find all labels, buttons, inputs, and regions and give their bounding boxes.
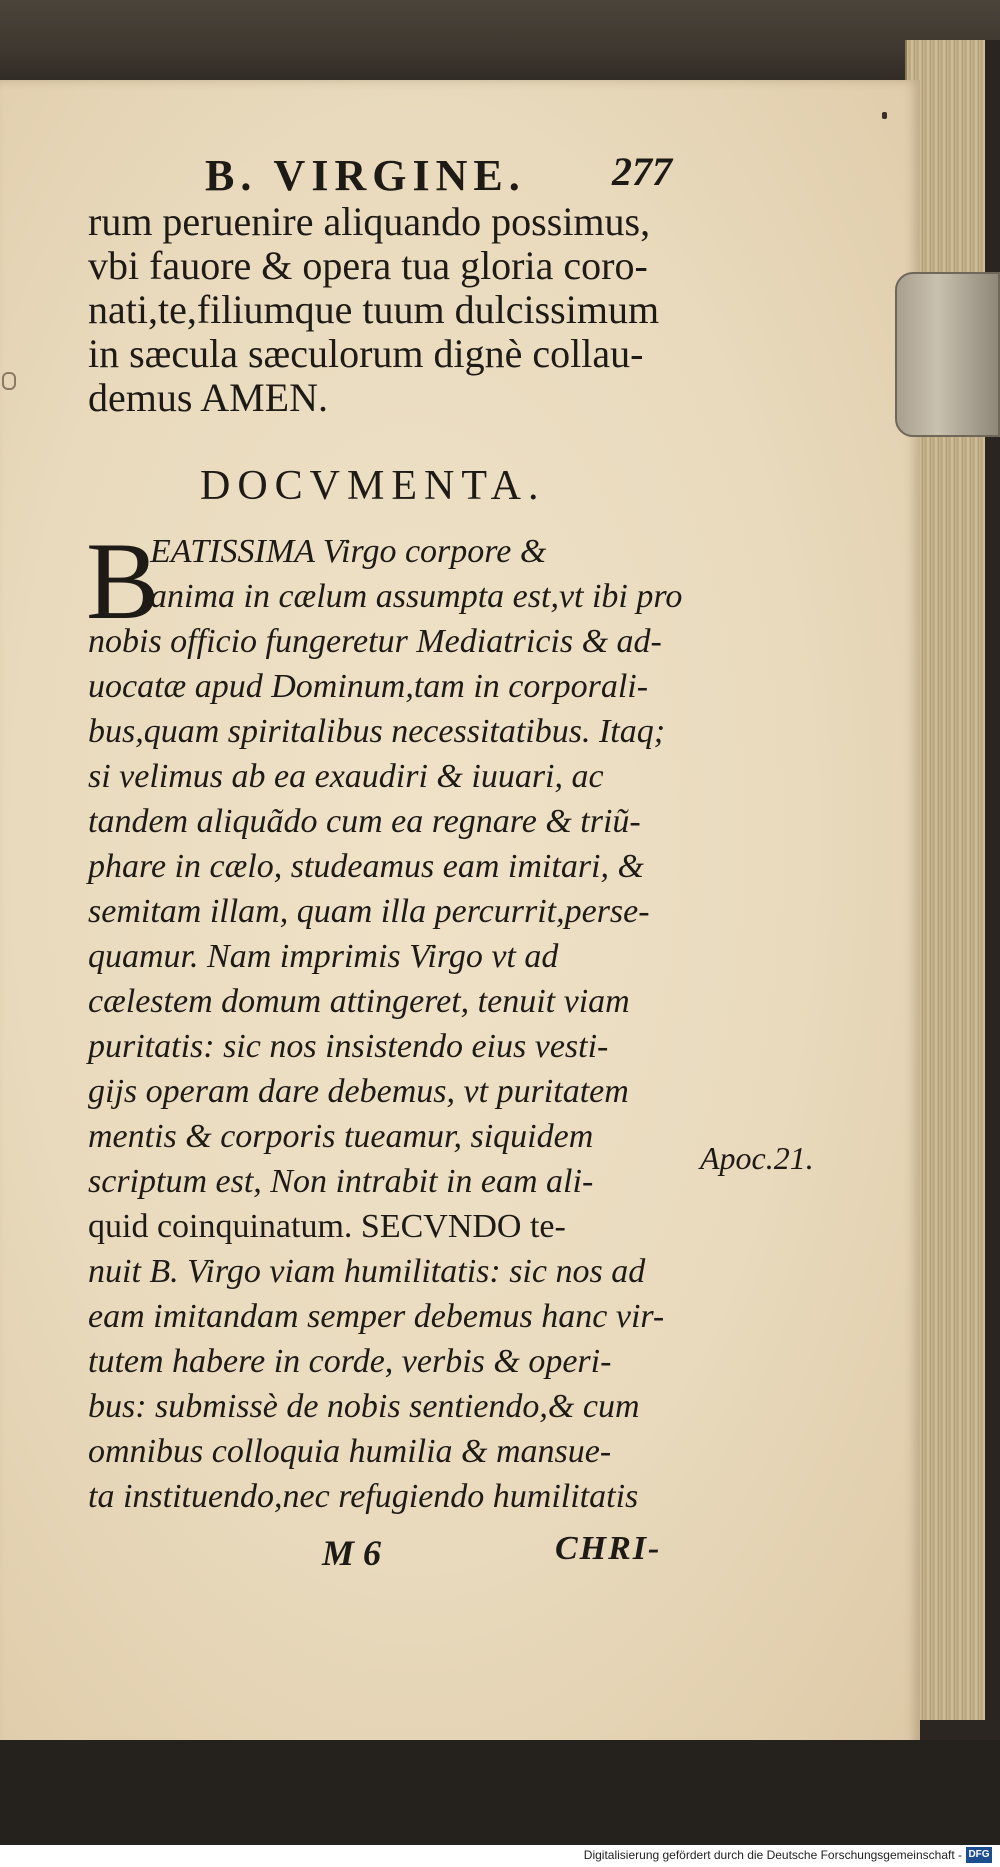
body-line: cælestem domum attingeret, tenuit viam bbox=[88, 983, 630, 1020]
body-line: anima in cælum assumpta est,vt ibi pro bbox=[150, 578, 683, 615]
drop-capital: B bbox=[86, 520, 160, 642]
body-line: quid coinquinatum. SECVNDO te- bbox=[88, 1208, 566, 1245]
section-title: DOCVMENTA. bbox=[200, 463, 546, 509]
body-line: nobis officio fungeretur Mediatricis & ad- bbox=[88, 623, 662, 660]
page-number: 277 bbox=[612, 149, 672, 194]
body-line: si velimus ab ea exaudiri & iuuari, ac bbox=[88, 758, 604, 795]
binding-hole-mark bbox=[2, 372, 16, 390]
body-line: omnibus colloquia humilia & mansue- bbox=[88, 1433, 612, 1470]
body-line: bus,quam spiritalibus necessitatibus. Itaq; bbox=[88, 713, 666, 750]
running-title: B. VIRGINE. bbox=[205, 151, 526, 200]
body-line: semitam illam, quam illa percurrit,perse- bbox=[88, 893, 650, 930]
ink-mark bbox=[882, 112, 887, 119]
body-line: tandem aliquãdo cum ea regnare & triũ- bbox=[88, 803, 641, 840]
body-line: gijs operam dare debemus, vt puritatem bbox=[88, 1073, 629, 1110]
prayer-line: rum peruenire aliquando possimus, bbox=[88, 199, 651, 244]
dfg-logo: DFG bbox=[966, 1847, 992, 1863]
prayer-line: vbi fauore & opera tua gloria coro- bbox=[88, 243, 648, 288]
footer-credit: Digitalisierung gefördert durch die Deutsche Forschungsgemeinschaft - bbox=[583, 1848, 962, 1862]
body-line: quamur. Nam imprimis Virgo vt ad bbox=[88, 938, 559, 975]
prayer-line: nati,te,filiumque tuum dulcissimum bbox=[88, 287, 660, 332]
body-line: eam imitandam semper debemus hanc vir- bbox=[88, 1298, 665, 1335]
body-line: scriptum est, Non intrabit in eam ali- bbox=[88, 1163, 594, 1200]
body-line: mentis & corporis tueamur, siquidem bbox=[88, 1118, 594, 1155]
margin-note: Apoc.21. bbox=[700, 1140, 814, 1176]
scan-bottom-band bbox=[0, 1740, 1000, 1845]
prayer-line: in sæcula sæculorum dignè collau- bbox=[88, 331, 644, 376]
signature-mark: M 6 bbox=[322, 1533, 382, 1573]
catchword: CHRI- bbox=[555, 1530, 662, 1567]
body-line: phare in cælo, studeamus eam imitari, & bbox=[88, 848, 644, 885]
body-line: bus: submissè de nobis sentiendo,& cum bbox=[88, 1388, 640, 1425]
body-line: tutem habere in corde, verbis & operi- bbox=[88, 1343, 612, 1380]
prayer-line: demus AMEN. bbox=[88, 375, 328, 420]
body-line: ta instituendo,nec refugiendo humilitatis bbox=[88, 1478, 639, 1515]
body-line: puritatis: sic nos insistendo eius vesti- bbox=[88, 1028, 609, 1065]
bookmark-tab bbox=[895, 272, 1000, 437]
body-line: uocatæ apud Dominum,tam in corporali- bbox=[88, 668, 649, 705]
body-line: EATISSIMA Virgo corpore & bbox=[150, 533, 547, 570]
body-line: nuit B. Virgo viam humilitatis: sic nos ad bbox=[88, 1253, 646, 1290]
